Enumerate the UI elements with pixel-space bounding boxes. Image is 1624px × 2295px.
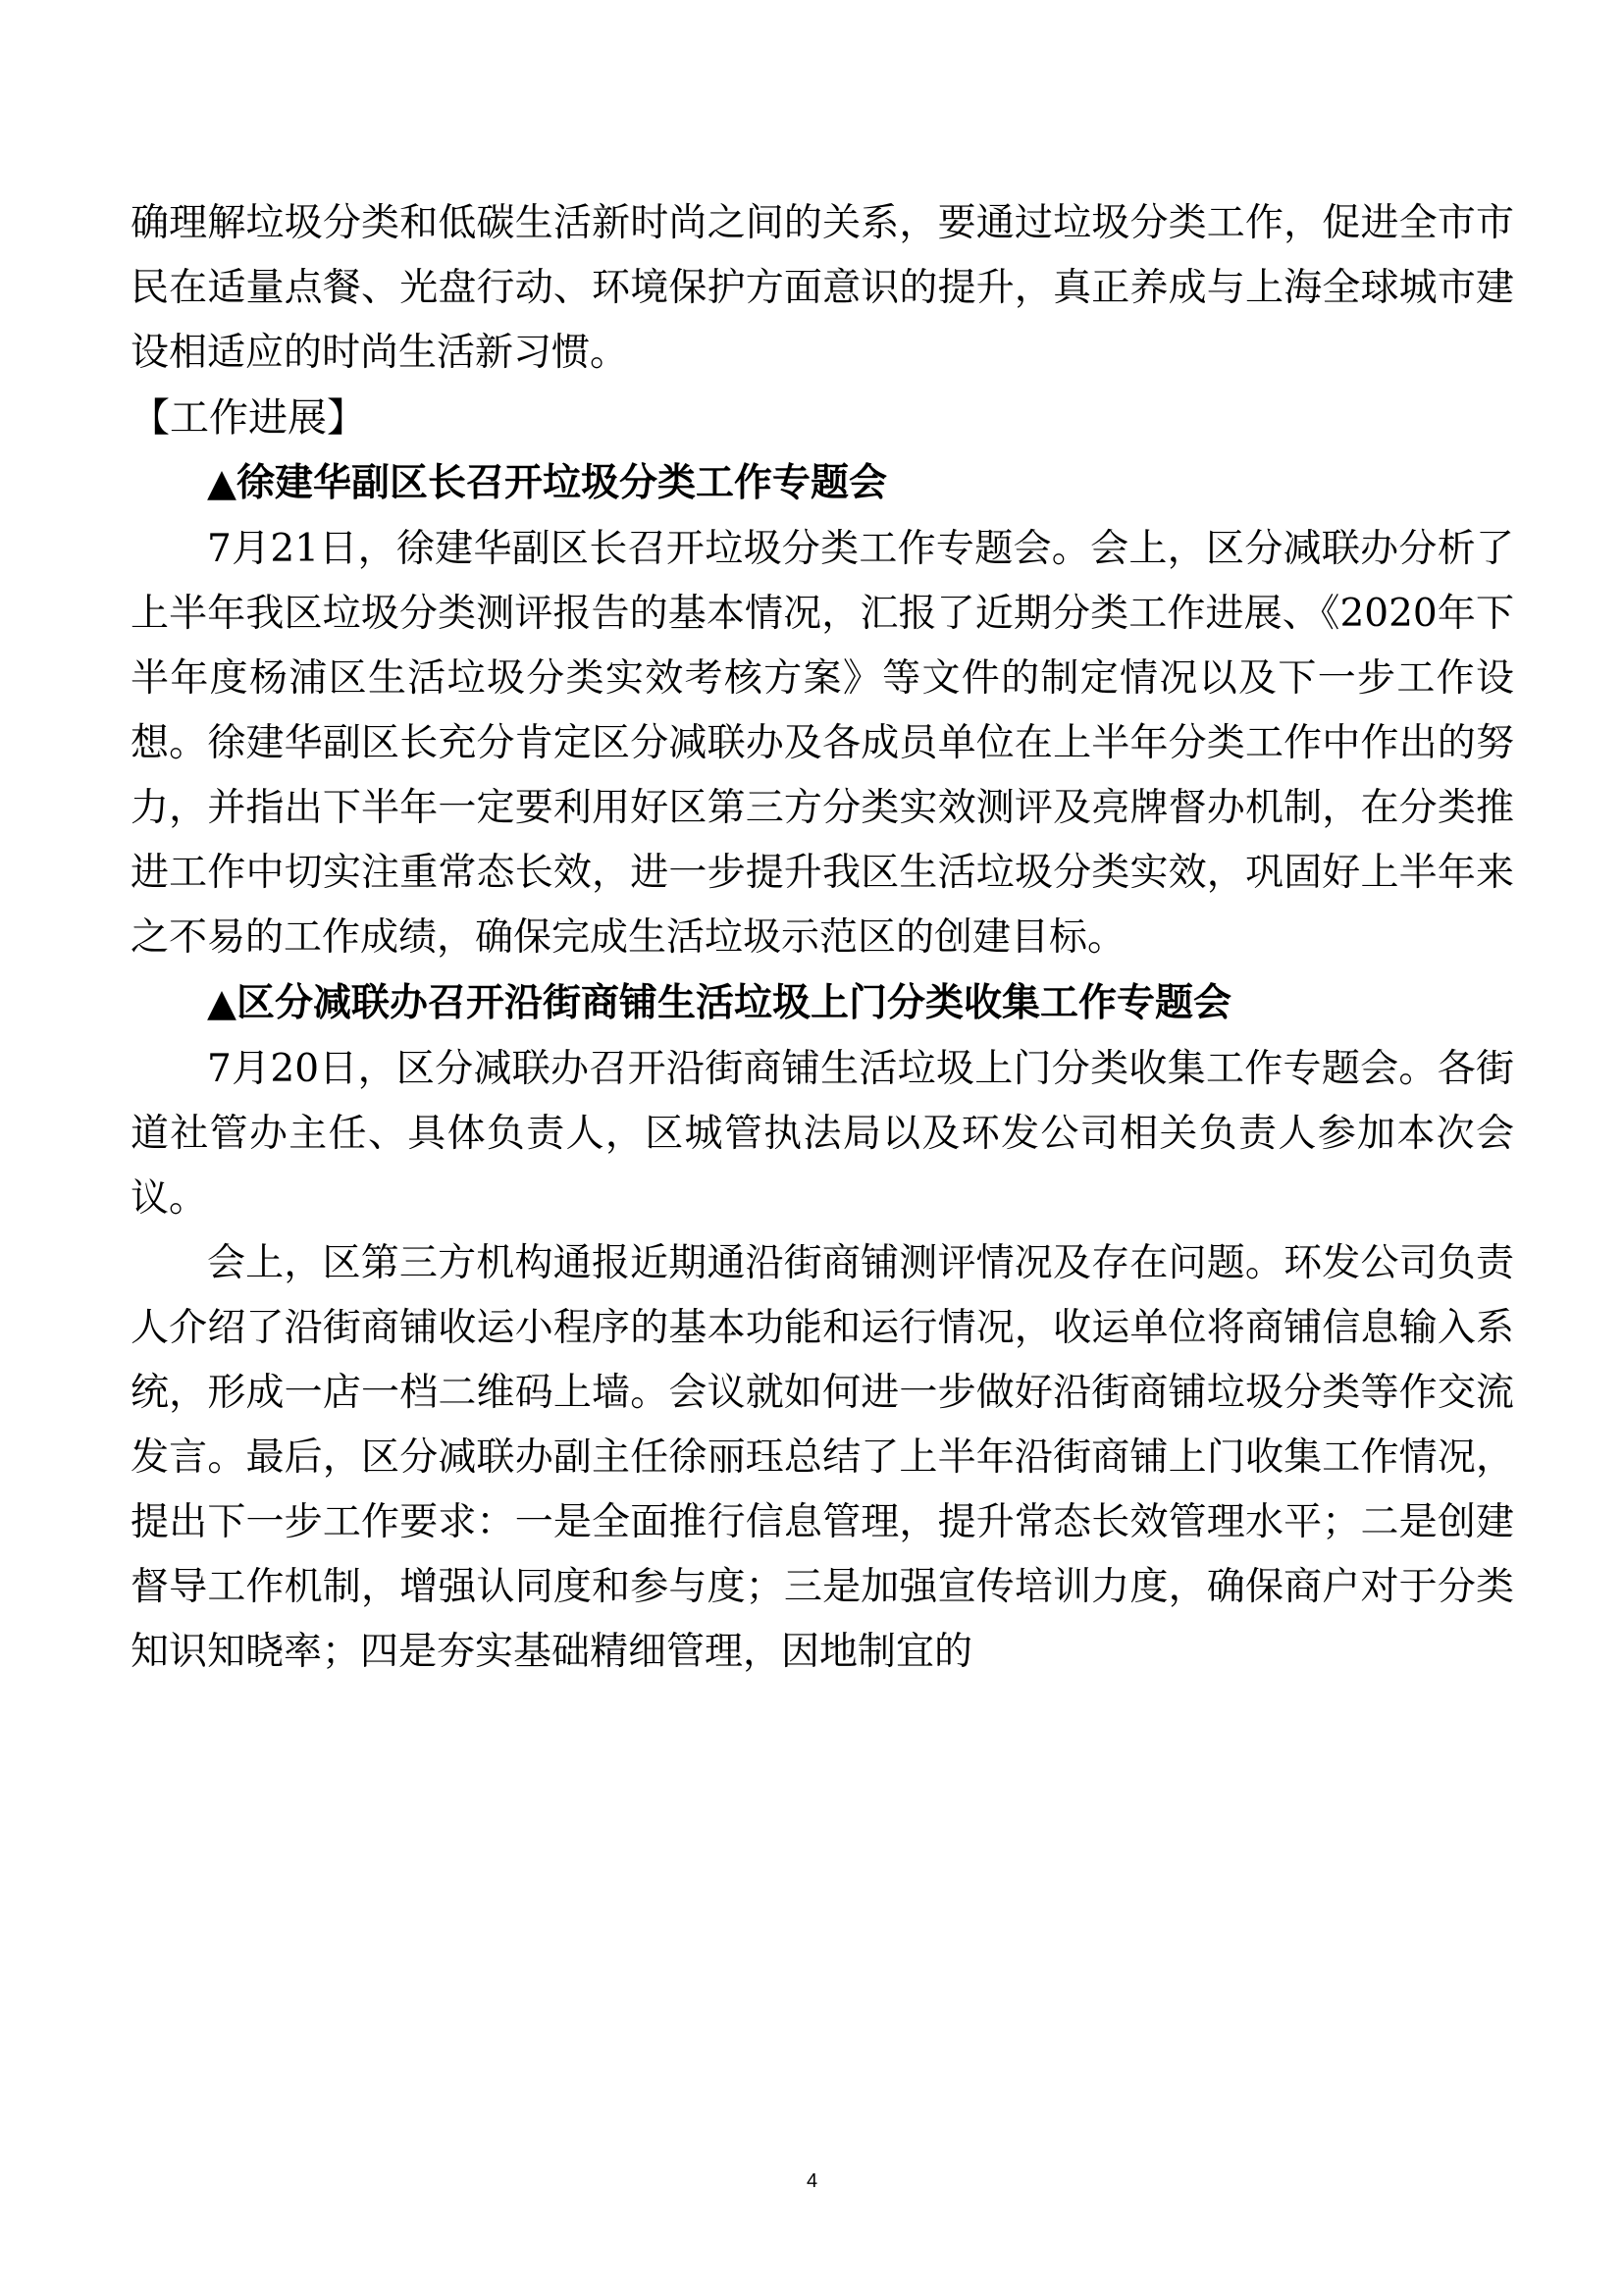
page-content	[131, 191, 1514, 1685]
paragraph-vice-mayor-meeting: 7月21日，徐建华副区长召开垃圾分类工作专题会。会上，区分减联办分析了上半年我区垃圾分类测评报告的基本情况，汇报了近期分类工作进展、《2020年下半年度杨浦区生活垃圾分类实效考核方案》等文件的制定情况以及下一步工作设想。徐建华副区长充分肯定区分减联办及各成员单位在上半年分类工作中作出的努力，并指出下半年一定要利用好区第三方分类实效测评及亮牌督办机制，在分类推进工作中切实注重常态长效，进一步提升我区生活垃圾分类实效，巩固好上半年来之不易的工作成绩，确保完成生活垃圾示范区的创建目标。	[131, 527, 1514, 960]
intro-continuation-paragraph: 确理解垃圾分类和低碳生活新时尚之间的关系，要通过垃圾分类工作，促进全市市民在适量点餐、光盘行动、环境保护方面意识的提升，真正养成与上海全球城市建设相适应的时尚生活新习惯。	[131, 201, 1514, 375]
page-number: 4	[806, 2170, 818, 2192]
section-title: 【工作进展】	[131, 395, 366, 441]
heading-street-shops-meeting: ▲区分减联办召开沿街商铺生活垃圾上门分类收集工作专题会	[207, 981, 1231, 1025]
heading-vice-mayor-meeting: ▲徐建华副区长召开垃圾分类工作专题会	[207, 461, 887, 505]
paragraph-meeting-details: 会上，区第三方机构通报近期通沿街商铺测评情况及存在问题。环发公司负责人介绍了沿街商铺收运小程序的基本功能和运行情况，收运单位将商铺信息输入系统，形成一店一档二维码上墙。会议就如何进一步做好沿街商铺垃圾分类等作交流发言。最后，区分减联办副主任徐丽珏总结了上半年沿街商铺上门收集工作情况，提出下一步工作要求：一是全面推行信息管理，提升常态长效管理水平；二是创建督导工作机制，增强认同度和参与度；三是加强宣传培训力度，确保商户对于分类知识知晓率；四是夯实基础精细管理，因地制宜的	[131, 1241, 1514, 1674]
paragraph-street-shops-meeting: 7月20日，区分减联办召开沿街商铺生活垃圾上门分类收集工作专题会。各街道社管办主任、具体负责人，区城管执法局以及环发公司相关负责人参加本次会议。	[131, 1047, 1514, 1221]
